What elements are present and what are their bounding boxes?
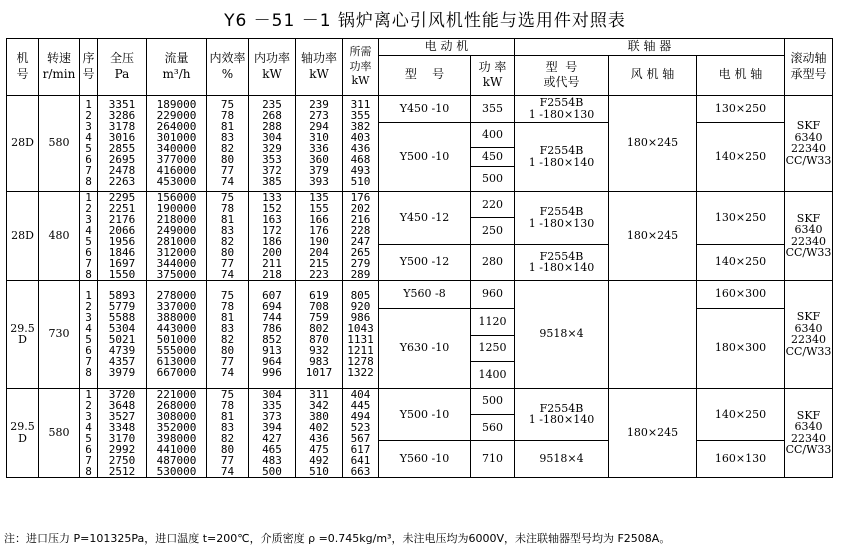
motor-model-cell: Y500 -10 xyxy=(379,388,471,441)
motor-power-cell: 400 xyxy=(471,122,515,147)
motor-power-cell: 450 xyxy=(471,147,515,166)
required-power-cell: 176 202 216 228 247 265 279 289 xyxy=(343,191,379,280)
pressure-cell: 3351 3286 3178 3016 2855 2695 2478 2263 xyxy=(98,95,147,191)
inner-power-cell: 133 152 163 172 186 200 211 218 xyxy=(249,191,296,280)
motor-power-cell: 1400 xyxy=(471,361,515,388)
coupling-model-cell: 9518×4 xyxy=(515,441,609,477)
header-speed: 转速 r/min xyxy=(39,39,80,96)
motor-power-cell: 960 xyxy=(471,280,515,308)
speed-cell: 580 xyxy=(39,388,80,477)
header-required-power: 所需 功率 kW xyxy=(343,39,379,96)
eff-cell: 75 78 81 83 82 80 77 74 xyxy=(207,280,249,388)
flow-cell: 156000 190000 218000 249000 281000 312000 344000 375000 xyxy=(147,191,207,280)
table-group xyxy=(7,388,833,477)
header-motor: 电 动 机 xyxy=(379,39,515,56)
coupling-model-cell: F2554B 1 -180×140 xyxy=(515,244,609,280)
motor-model-cell: Y450 -10 xyxy=(379,95,471,122)
fan-shaft-cell xyxy=(609,280,697,388)
motor-power-cell: 710 xyxy=(471,441,515,477)
motor-power-cell: 500 xyxy=(471,166,515,191)
table-group xyxy=(7,191,833,280)
header-fan-shaft: 风 机 轴 xyxy=(609,55,697,95)
footnote: 注：进口压力 P=101325Pa，进口温度 t=200℃，介质密度 ρ =0.745kg/m³，未注电压均为6000V，未注联轴器型号均为 F2508A。 xyxy=(4,532,671,545)
motor-model-cell: Y630 -10 xyxy=(379,308,471,388)
motor-shaft-cell: 160×130 xyxy=(697,441,785,477)
pressure-cell: 5893 5779 5588 5304 5021 4739 4357 3979 xyxy=(98,280,147,388)
eff-cell: 75 78 81 83 82 80 77 74 xyxy=(207,388,249,477)
coupling-model-cell: 9518×4 xyxy=(515,280,609,388)
bearing-cell: SKF 6340 22340 CC/W33 xyxy=(785,388,833,477)
pressure-cell: 2295 2251 2176 2066 1956 1846 1697 1550 xyxy=(98,191,147,280)
required-power-cell: 404 445 494 523 567 617 641 663 xyxy=(343,388,379,477)
header-machine: 机 号 xyxy=(7,39,39,96)
coupling-model-cell: F2554B 1 -180×130 xyxy=(515,191,609,244)
motor-model-cell: Y450 -12 xyxy=(379,191,471,244)
motor-shaft-cell: 130×250 xyxy=(697,191,785,244)
fan-shaft-cell: 180×245 xyxy=(609,191,697,280)
header-motor-shaft: 电 机 轴 xyxy=(697,55,785,95)
motor-shaft-cell: 140×250 xyxy=(697,244,785,280)
motor-model-cell: Y560 -8 xyxy=(379,280,471,308)
machine-cell: 29.5 D xyxy=(7,388,39,477)
machine-cell: 28D xyxy=(7,191,39,280)
machine-cell: 29.5 D xyxy=(7,280,39,388)
header-motor-power: 功 率 kW xyxy=(471,55,515,95)
header-coupling: 联 轴 器 xyxy=(515,39,785,56)
motor-model-cell: Y560 -10 xyxy=(379,441,471,477)
motor-shaft-cell: 180×300 xyxy=(697,308,785,388)
motor-power-cell: 1120 xyxy=(471,308,515,335)
header-flow: 流量 m³/h xyxy=(147,39,207,96)
shaft-power-cell: 239 273 294 310 336 360 379 393 xyxy=(296,95,343,191)
seq-cell: 1 2 3 4 5 6 7 8 xyxy=(80,191,98,280)
motor-shaft-cell: 130×250 xyxy=(697,95,785,122)
motor-power-cell: 250 xyxy=(471,218,515,245)
page-title: Y6 －51 －1 锅炉离心引风机性能与选用件对照表 xyxy=(224,11,626,31)
table-header xyxy=(7,39,833,96)
required-power-cell: 311 355 382 403 436 468 493 510 xyxy=(343,95,379,191)
seq-cell: 1 2 3 4 5 6 7 8 xyxy=(80,280,98,388)
inner-power-cell: 235 268 288 304 329 353 372 385 xyxy=(249,95,296,191)
header-motor-model: 型 号 xyxy=(379,55,471,95)
motor-power-cell: 560 xyxy=(471,414,515,440)
shaft-power-cell: 311 342 380 402 436 475 492 510 xyxy=(296,388,343,477)
flow-cell: 278000 337000 388000 443000 501000 555000 613000 667000 xyxy=(147,280,207,388)
header-inner-power: 内功率 kW xyxy=(249,39,296,96)
eff-cell: 75 78 81 83 82 80 77 74 xyxy=(207,95,249,191)
motor-power-cell: 280 xyxy=(471,244,515,280)
fan-performance-table xyxy=(6,38,833,478)
seq-cell: 1 2 3 4 5 6 7 8 xyxy=(80,95,98,191)
speed-cell: 730 xyxy=(39,280,80,388)
motor-shaft-cell: 140×250 xyxy=(697,388,785,441)
header-shaft-power: 轴功率 kW xyxy=(296,39,343,96)
shaft-power-cell: 619 708 759 802 870 932 983 1017 xyxy=(296,280,343,388)
motor-model-cell: Y500 -12 xyxy=(379,244,471,280)
coupling-model-cell: F2554B 1 -180×140 xyxy=(515,388,609,441)
motor-shaft-cell: 160×300 xyxy=(697,280,785,308)
motor-power-cell: 355 xyxy=(471,95,515,122)
eff-cell: 75 78 81 83 82 80 77 74 xyxy=(207,191,249,280)
coupling-model-cell: F2554B 1 -180×140 xyxy=(515,122,609,191)
motor-model-cell: Y500 -10 xyxy=(379,122,471,191)
header-seq: 序 号 xyxy=(80,39,98,96)
fan-shaft-cell: 180×245 xyxy=(609,95,697,191)
motor-power-cell: 220 xyxy=(471,191,515,218)
header-bearing: 滚动轴 承型号 xyxy=(785,39,833,96)
header-pressure: 全压 Pa xyxy=(98,39,147,96)
flow-cell: 221000 268000 308000 352000 398000 441000 487000 530000 xyxy=(147,388,207,477)
speed-cell: 480 xyxy=(39,191,80,280)
inner-power-cell: 607 694 744 786 852 913 964 996 xyxy=(249,280,296,388)
coupling-model-cell: F2554B 1 -180×130 xyxy=(515,95,609,122)
machine-cell: 28D xyxy=(7,95,39,191)
motor-power-cell: 1250 xyxy=(471,335,515,361)
fan-shaft-cell: 180×245 xyxy=(609,388,697,477)
seq-cell: 1 2 3 4 5 6 7 8 xyxy=(80,388,98,477)
bearing-cell: SKF 6340 22340 CC/W33 xyxy=(785,280,833,388)
bearing-cell: SKF 6340 22340 CC/W33 xyxy=(785,191,833,280)
speed-cell: 580 xyxy=(39,95,80,191)
pressure-cell: 3720 3648 3527 3348 3170 2992 2750 2512 xyxy=(98,388,147,477)
motor-shaft-cell: 140×250 xyxy=(697,122,785,191)
shaft-power-cell: 135 155 166 176 190 204 215 223 xyxy=(296,191,343,280)
header-eff: 内效率 % xyxy=(207,39,249,96)
motor-power-cell: 500 xyxy=(471,388,515,414)
inner-power-cell: 304 335 373 394 427 465 483 500 xyxy=(249,388,296,477)
header-coupling-model: 型 号 或代号 xyxy=(515,55,609,95)
bearing-cell: SKF 6340 22340 CC/W33 xyxy=(785,95,833,191)
table-group xyxy=(7,95,833,191)
flow-cell: 189000 229000 264000 301000 340000 377000 416000 453000 xyxy=(147,95,207,191)
table-group xyxy=(7,280,833,388)
required-power-cell: 805 920 986 1043 1131 1211 1278 1322 xyxy=(343,280,379,388)
